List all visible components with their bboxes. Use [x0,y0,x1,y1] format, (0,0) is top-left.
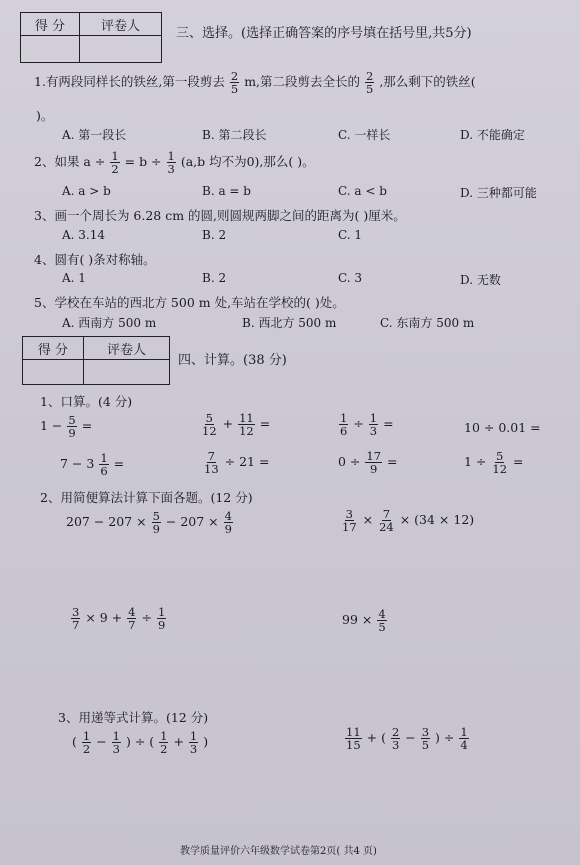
q1-stem [34,70,476,95]
q2-text-b: = b ÷ [124,154,162,170]
section4-title: 四、计算。(38 分) [178,353,287,368]
fraction: $\frac{4}{9}$ [224,509,232,537]
q4-option-a[interactable]: A. 1 [62,271,86,285]
q1-option-b[interactable]: B. 第二段长 [202,128,267,142]
q4-option-c[interactable]: C. 3 [338,271,363,285]
simplify-expr-1: 207 − 207 × $\frac{5}{9}$ − 207 × $\frac{4}{9}$ [66,509,232,537]
fraction: $\frac{1}{3}$ [112,729,120,757]
part2-title: 2、用简便算法计算下面各题。(12 分) [40,490,253,505]
fraction: $\frac{17}{9}$ [366,449,382,477]
q5-stem: 5、学校在车站的西北方 500 m 处,车站在学校的( )处。 [34,295,345,310]
q5-option-a[interactable]: A. 西南方 500 m [62,316,157,330]
fraction: $\frac{3}{5}$ [421,725,430,753]
grader-header: 评卷人 [80,13,162,36]
q2-fraction-1: $\frac{1}{2}$ [111,149,119,177]
fraction: $\frac{1}{2}$ [82,729,91,757]
page-footer: 教学质量评价六年级数学试卷第2页( 共4 页) [180,846,377,857]
q1-fraction-1: $\frac{2}{5}$ [230,69,239,97]
q3-option-b[interactable]: B. 2 [202,228,227,242]
fraction: $\frac{7}{24}$ [379,507,394,535]
grader-cell[interactable] [84,360,170,385]
q1-fraction-2: $\frac{2}{5}$ [366,69,374,97]
q1-text-a: 1.有两段同样长的铁丝,第一段剪去 [34,74,225,90]
q4-stem: 4、圆有( )条对称轴。 [34,252,156,267]
fraction: $\frac{1}{9}$ [157,605,166,633]
q2-option-a[interactable]: A. a > b [62,184,111,198]
q2-text-c: (a,b 均不为0),那么( )。 [180,154,315,170]
q1-text-b: m,第二段剪去全长的 [244,74,361,90]
oral-expr-3: $\frac{1}{6}$ ÷ $\frac{1}{3}$ = [340,411,394,439]
score-header: 得 分 [21,13,80,36]
oral-expr-4: 10 ÷ 0.01 = [464,420,541,435]
oral-expr-5: 7 − 3 $\frac{1}{6}$ = [60,451,125,479]
fraction: $\frac{7}{13}$ [204,449,219,477]
q4-option-d[interactable]: D. 无数 [460,273,501,287]
score-header: 得 分 [23,337,84,360]
grader-cell[interactable] [80,36,162,63]
fraction: $\frac{1}{3}$ [369,411,378,439]
oral-expr-7: 0 ÷ $\frac{17}{9}$ = [338,449,398,477]
q5-option-c[interactable]: C. 东南方 500 m [380,316,475,330]
fraction: $\frac{3}{17}$ [342,507,357,535]
q1-option-d[interactable]: D. 不能确定 [460,128,525,142]
q2-option-d[interactable]: D. 三种都可能 [460,186,537,200]
part3-title: 3、用递等式计算。(12 分) [58,710,209,725]
fraction: $\frac{11}{12}$ [239,411,254,439]
fraction: $\frac{4}{7}$ [128,605,136,633]
q2-stem [34,150,315,175]
fraction: $\frac{1}{2}$ [160,729,168,757]
score-cell[interactable] [21,36,80,63]
q1-text-c: ,那么剩下的铁丝( [379,74,476,90]
fraction: $\frac{1}{3}$ [189,729,198,757]
q3-stem: 3、画一个周长为 6.28 cm 的圆,则圆规两脚之间的距离为( )厘米。 [34,208,406,223]
simplify-expr-4: 99 × $\frac{4}{5}$ [342,607,386,635]
score-box-top [20,12,162,63]
simplify-expr-2: $\frac{3}{17}$ × $\frac{7}{24}$ × (34 × 12) [342,507,475,535]
q3-option-a[interactable]: A. 3.14 [62,228,106,242]
q1-answer-bracket-close: )。 [36,108,54,123]
fraction: $\frac{5}{9}$ [68,413,76,441]
oral-expr-6: $\frac{7}{13}$ ÷ 21 = [204,449,270,477]
q1-option-c[interactable]: C. 一样长 [338,128,391,142]
part1-title: 1、口算。(4 分) [40,394,133,409]
fraction: $\frac{1}{6}$ [100,451,108,479]
q2-fraction-2: $\frac{1}{3}$ [167,149,175,177]
q2-option-b[interactable]: B. a = b [202,184,251,198]
stepwise-expr-2: $\frac{11}{15}$ + ( $\frac{2}{3}$ − $\frac{3}{5}$ ) ÷ $\frac{1}{4}$ [346,725,468,753]
score-cell[interactable] [23,360,84,385]
oral-expr-8: 1 ÷ $\frac{5}{12}$ = [464,449,524,477]
fraction: $\frac{1}{6}$ [340,411,348,439]
fraction: $\frac{5}{12}$ [492,449,508,477]
fraction: $\frac{11}{15}$ [346,725,361,753]
q3-option-c[interactable]: C. 1 [338,228,363,242]
stepwise-expr-1: ( $\frac{1}{2}$ − $\frac{1}{3}$ ) ÷ ( $\frac{1}{2}$ + $\frac{1}{3}$ ) [72,729,209,757]
fraction: $\frac{5}{12}$ [202,411,217,439]
oral-expr-2: $\frac{5}{12}$ + $\frac{11}{12}$ = [202,411,271,439]
fraction: $\frac{1}{4}$ [460,725,468,753]
fraction: $\frac{5}{9}$ [152,509,160,537]
q2-option-c[interactable]: C. a < b [338,184,387,198]
q2-text-a: 2、如果 a ÷ [34,154,106,170]
fraction: $\frac{2}{3}$ [391,725,400,753]
section3-title: 三、选择。(选择正确答案的序号填在括号里,共5分) [176,26,472,41]
grader-header: 评卷人 [84,337,170,360]
simplify-expr-3: $\frac{3}{7}$ × 9 + $\frac{4}{7}$ ÷ $\frac{1}{9}$ [72,605,166,633]
q4-option-b[interactable]: B. 2 [202,271,227,285]
q1-option-a[interactable]: A. 第一段长 [62,128,127,142]
score-box-section4 [22,336,170,385]
oral-expr-1: 1 − $\frac{5}{9}$ = [40,413,93,441]
fraction: $\frac{4}{5}$ [378,607,386,635]
fraction: $\frac{3}{7}$ [72,605,80,633]
q5-option-b[interactable]: B. 西北方 500 m [242,316,337,330]
